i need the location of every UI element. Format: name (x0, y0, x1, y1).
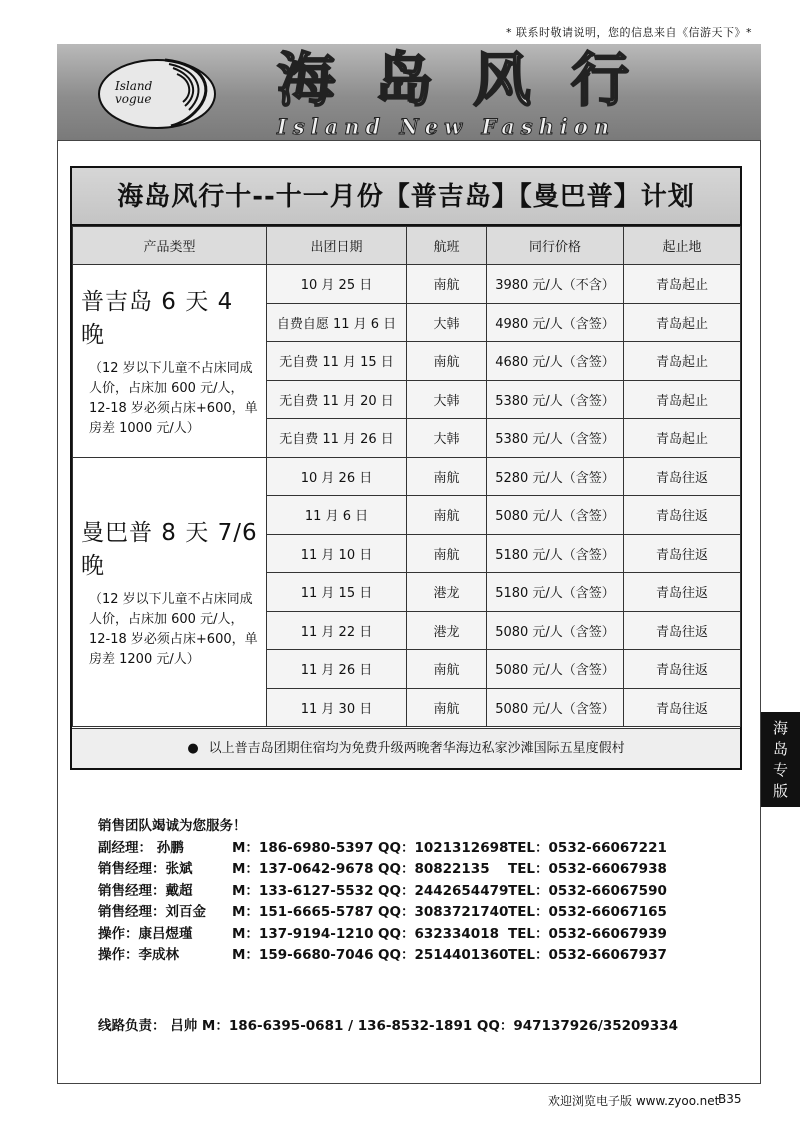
cell-route: 青岛起止 (624, 303, 741, 342)
contact-role: 操作：康吕煜瑾 (98, 925, 193, 942)
cell-flight: 港龙 (407, 573, 487, 612)
header-product-type: 产品类型 (73, 227, 267, 265)
table-header-row (73, 227, 741, 265)
cell-price: 5380 元/人（含签） (487, 419, 624, 458)
table-row (73, 265, 741, 304)
cell-flight: 南航 (407, 650, 487, 689)
cell-flight: 南航 (407, 342, 487, 381)
product-note: （12 岁以下儿童不占床同成人价，占床加 600 元/人，12-18 岁必须占床+600，单房差 1000 元/人） (89, 360, 258, 436)
contact-mobile: M：159-6680-7046 (232, 947, 374, 963)
contact-qq: QQ：632334018 (378, 925, 499, 942)
cell-flight: 南航 (407, 534, 487, 573)
cell-flight: 大韩 (407, 303, 487, 342)
banner-subtitle: Island New Fashion (277, 114, 616, 139)
header-departure-date: 出团日期 (267, 227, 407, 265)
route-manager-line: 线路负责： 吕帅 M：186-6395-0681 / 136-8532-1891 QQ：947137926/35209334 (98, 1018, 678, 1034)
bullet-icon: ● (187, 741, 199, 756)
cell-flight: 港龙 (407, 611, 487, 650)
cell-route: 青岛往返 (624, 457, 741, 496)
contact-mobile: M：137-9194-1210 (232, 925, 374, 942)
contact-tel: TEL：0532-66067221 (508, 839, 667, 856)
cell-route: 青岛起止 (624, 265, 741, 304)
contact-qq: QQ：80822135 (378, 861, 490, 877)
plan-title: 海岛风行十--十一月份【普吉岛】【曼巴普】计划 (72, 168, 740, 226)
cell-price: 5180 元/人（含签） (487, 573, 624, 612)
contacts-heading: 销售团队竭诚为您服务！ (98, 818, 247, 834)
product-cell-bangkok-pattaya-phuket (73, 457, 267, 727)
cell-route: 青岛往返 (624, 573, 741, 612)
cell-date: 11 月 22 日 (267, 611, 407, 650)
cell-route: 青岛往返 (624, 688, 741, 727)
contact-qq: QQ：1021312698 (378, 839, 509, 856)
contact-row (98, 838, 718, 860)
cell-price: 5080 元/人（含签） (487, 496, 624, 535)
source-note: * 联系时敬请说明，您的信息来自《信游天下》* (506, 26, 752, 39)
cell-price: 5080 元/人（含签） (487, 611, 624, 650)
cell-flight: 大韩 (407, 380, 487, 419)
cell-flight: 大韩 (407, 419, 487, 458)
tour-plan-box (70, 166, 742, 770)
contact-mobile: M：151-6665-5787 (232, 904, 374, 920)
cell-date: 自费自愿 11 月 6 日 (267, 303, 407, 342)
contact-mobile: M：137-0642-9678 (232, 861, 374, 877)
contact-tel: TEL：0532-66067165 (508, 904, 667, 920)
tour-schedule-table (72, 226, 741, 727)
cell-route: 青岛起止 (624, 380, 741, 419)
cell-route: 青岛往返 (624, 611, 741, 650)
product-name: 曼巴普 8 天 7/6 晚 (81, 519, 258, 579)
plan-footer-note (72, 728, 740, 768)
contact-row (98, 924, 718, 946)
page-number: B35 (718, 1092, 742, 1106)
contact-qq: QQ：2442654479 (378, 882, 509, 899)
contact-role: 操作：李成林 (98, 947, 179, 963)
cell-price: 5080 元/人（含签） (487, 688, 624, 727)
cell-route: 青岛往返 (624, 650, 741, 689)
header-banner (57, 44, 761, 141)
cell-flight: 南航 (407, 496, 487, 535)
banner-title: 海岛风行 (277, 46, 670, 114)
cell-date: 11 月 26 日 (267, 650, 407, 689)
logo-word-island: Island (115, 79, 153, 93)
cell-route: 青岛起止 (624, 342, 741, 381)
island-special-tab (761, 712, 800, 807)
cell-date: 无自费 11 月 20 日 (267, 380, 407, 419)
contact-role: 销售经理：戴超 (98, 882, 193, 899)
cell-flight: 南航 (407, 457, 487, 496)
contact-row (98, 881, 718, 903)
contact-tel: TEL：0532-66067590 (508, 882, 667, 899)
contact-tel: TEL：0532-66067937 (508, 947, 667, 963)
contact-mobile: M：133-6127-5532 (232, 882, 374, 899)
cell-date: 无自费 11 月 26 日 (267, 419, 407, 458)
contact-tel: TEL：0532-66067939 (508, 925, 667, 942)
cell-route: 青岛起止 (624, 419, 741, 458)
cell-date: 10 月 25 日 (267, 265, 407, 304)
website-note: 欢迎浏览电子版 www.zyoo.net (548, 1094, 720, 1108)
contact-role: 销售经理：张斌 (98, 861, 193, 877)
cell-date: 11 月 30 日 (267, 688, 407, 727)
cell-date: 10 月 26 日 (267, 457, 407, 496)
contact-role: 销售经理：刘百金 (98, 904, 206, 920)
tab-char: 专 (772, 761, 788, 779)
contact-row (98, 859, 718, 881)
contact-qq: QQ：3083721740 (378, 904, 509, 920)
header-route: 起止地 (624, 227, 741, 265)
cell-price: 4980 元/人（含签） (487, 303, 624, 342)
contact-tel: TEL：0532-66067938 (508, 861, 667, 877)
island-vogue-logo (95, 50, 225, 134)
header-price: 同行价格 (487, 227, 624, 265)
cell-route: 青岛往返 (624, 534, 741, 573)
contact-qq: QQ：2514401360 (378, 947, 509, 963)
sales-contacts (98, 816, 718, 967)
logo-text (111, 80, 189, 106)
footer-text: 以上普吉岛团期住宿均为免费升级两晚奢华海边私家沙滩国际五星度假村 (208, 741, 625, 756)
cell-date: 11 月 10 日 (267, 534, 407, 573)
product-note: （12 岁以下儿童不占床同成人价，占床加 600 元/人，12-18 岁必须占床+600，单房差 1200 元/人） (89, 591, 258, 667)
cell-price: 5080 元/人（含签） (487, 650, 624, 689)
tab-char: 岛 (772, 740, 788, 758)
cell-date: 11 月 15 日 (267, 573, 407, 612)
product-cell-phuket (73, 265, 267, 458)
cell-price: 3980 元/人（不含） (487, 265, 624, 304)
contact-row (98, 902, 718, 924)
cell-date: 11 月 6 日 (267, 496, 407, 535)
tab-char: 版 (772, 782, 788, 800)
header-flight: 航班 (407, 227, 487, 265)
cell-price: 4680 元/人（含签） (487, 342, 624, 381)
cell-price: 5280 元/人（含签） (487, 457, 624, 496)
product-name: 普吉岛 6 天 4 晚 (81, 288, 234, 348)
cell-price: 5380 元/人（含签） (487, 380, 624, 419)
contact-role: 副经理： 孙鹏 (98, 839, 184, 856)
table-row (73, 457, 741, 496)
cell-date: 无自费 11 月 15 日 (267, 342, 407, 381)
logo-word-vogue: vogue (115, 92, 152, 106)
cell-price: 5180 元/人（含签） (487, 534, 624, 573)
cell-flight: 南航 (407, 688, 487, 727)
cell-route: 青岛往返 (624, 496, 741, 535)
contact-row (98, 945, 718, 967)
cell-flight: 南航 (407, 265, 487, 304)
contact-mobile: M：186-6980-5397 (232, 839, 374, 856)
tab-char: 海 (772, 719, 788, 737)
